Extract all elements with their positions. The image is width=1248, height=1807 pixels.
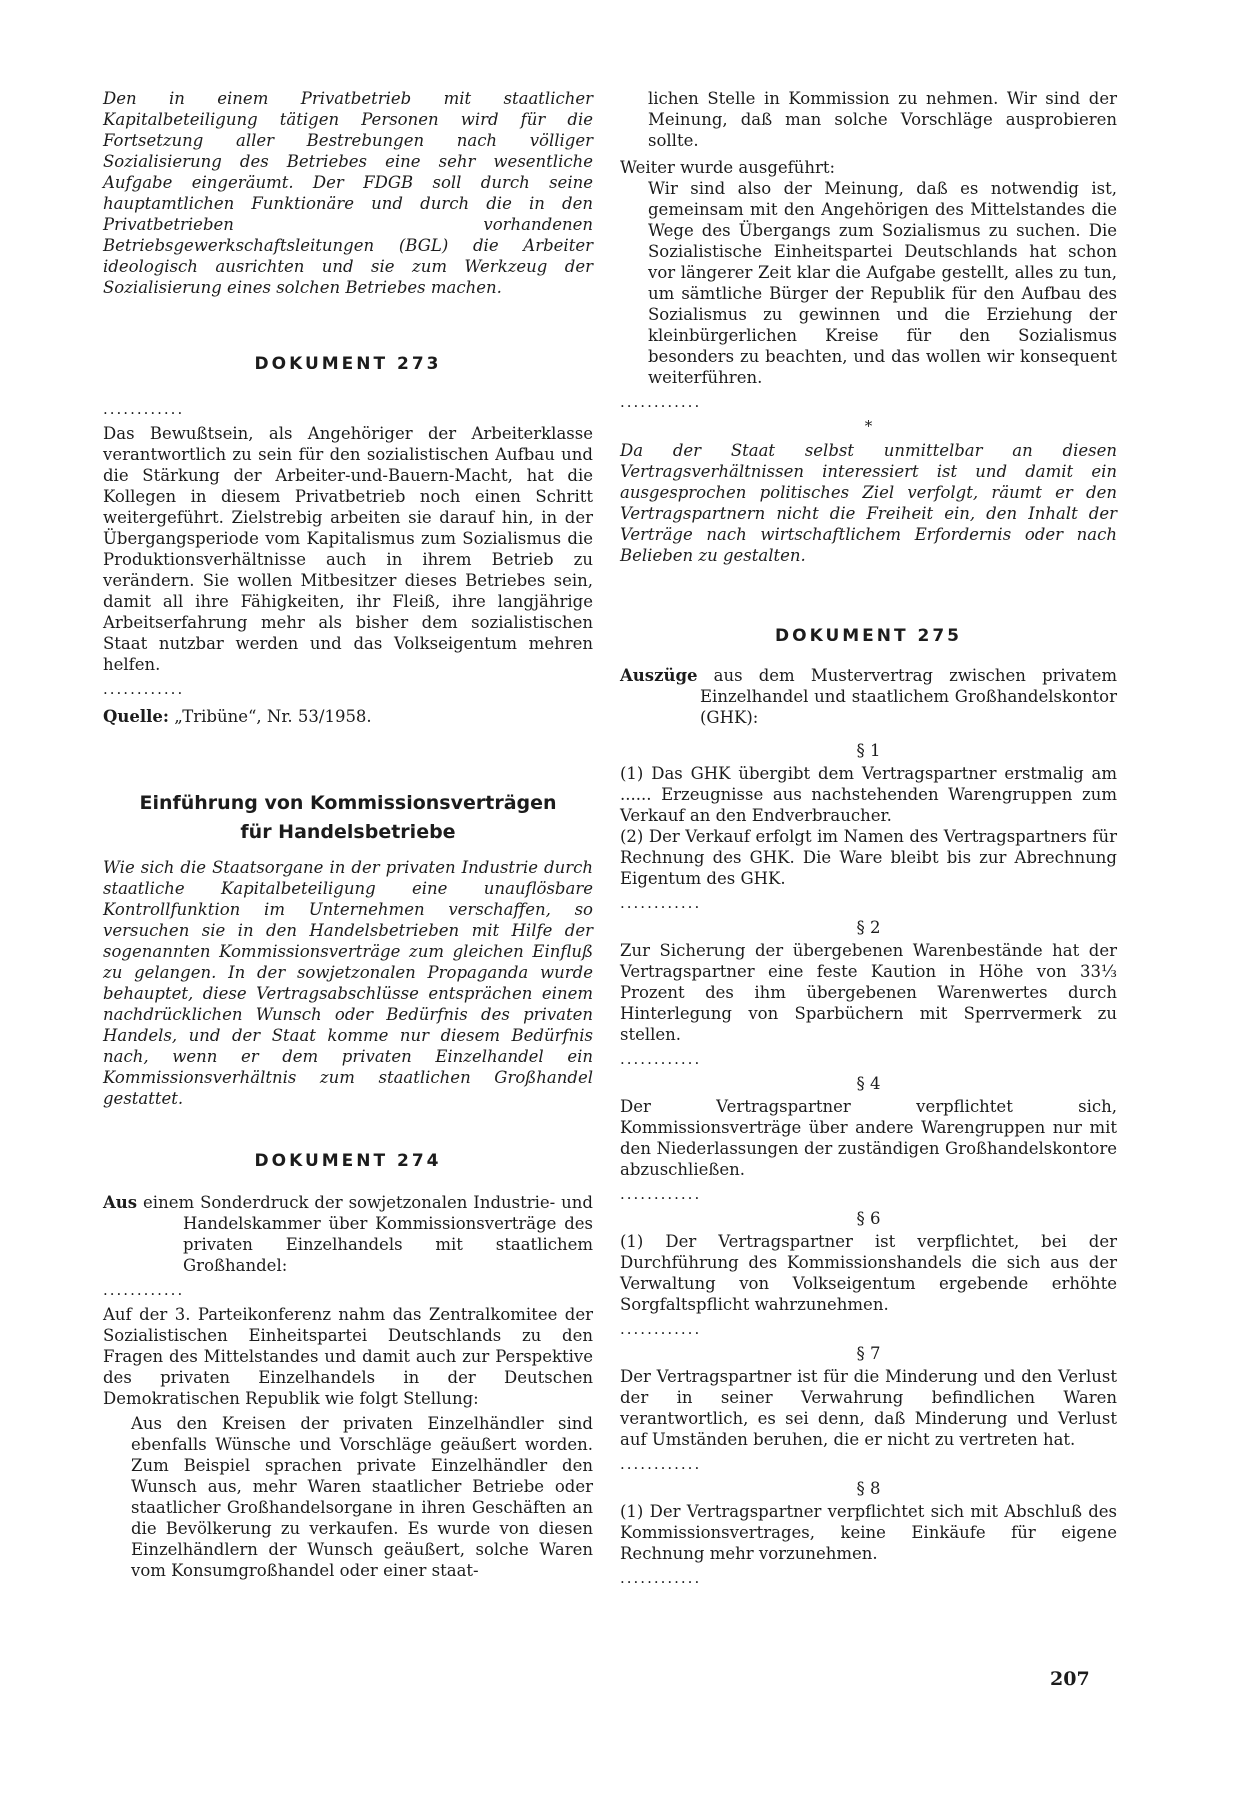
document-273-body: Das Bewußtsein, als Angehöriger der Arbeiterklasse verantwortlich zu sein für den sozialistischen Aufbau und die Stärkung der Arbeiter-und-Bauern-Macht, hat die Kollegen in diesem Privatbetrieb noch einen Schritt weitergeführt. Zielstrebig arbeiten sie darauf hin, in der Übergangsperiode vom Kapitalismus zum Sozialismus die Produktionsverhältnisse auch in ihrem Betrieb zu verändern. Sie wollen Mitbesitzer dieses Betriebes sein, damit all ihre Fähigkeiten, ihr Fleiß, ihre langjährige Arbeitserfahrung mehr als bisher dem sozialistischen Staat nutzbar werden und das Volkseigentum mehren helfen. xyxy=(103,424,593,674)
ellipsis: ............ xyxy=(620,1320,702,1338)
ellipsis: ............ xyxy=(620,1050,702,1068)
section-intro: Wie sich die Staatsorgane in der privaten Industrie durch staatliche Kapitalbeteiligung eine unauflösbare Kontrollfunktion im Unternehmen verschaffen, so versuchen sie in den Handelsbetrieben mit Hilfe der sogenannten Kommissionsverträge zum gleichen Einfluß zu gelangen. In der sowjetzonalen Propaganda wurde behauptet, diese Vertragsabschlüsse entsprächen einem nachdrücklichen Wunsch oder Bedürfnis des privaten Handels, und der Staat komme nur diesem Bedürfnis nach, wenn er dem privaten Einzelhandel ein Kommissionsverhältnis zum staatlichen Großhandel gestattet. xyxy=(103,858,593,1108)
contract-paragraph: (1) Das GHK übergibt dem Vertragspartner erstmalig am ...... Erzeugnisse aus nachstehenden Warengruppen zum Verkauf an den Endverbraucher. xyxy=(620,764,1117,825)
section-title-line-1: Einführung von Kommissionsverträgen xyxy=(139,792,557,814)
ellipsis: ............ xyxy=(103,1281,185,1299)
right-column xyxy=(620,88,1117,1592)
ellipsis: ............ xyxy=(103,400,185,418)
commentary: Da der Staat selbst unmittelbar an diesen Vertragsverhältnissen interessiert ist und damit ein ausgesprochen politisches Ziel verfolgt, räumt er den Vertragspartnern nicht die Freiheit ein, den Inhalt der Verträge nach wirtschaftlichem Erfordernis oder nach Belieben zu gestalten. xyxy=(620,441,1117,565)
ellipsis: ............ xyxy=(103,680,185,698)
left-column xyxy=(103,88,593,1581)
section-title xyxy=(103,789,593,847)
contract-paragraph: (1) Der Vertragspartner verpflichtet sich mit Abschluß des Kommissionsvertrages, keine Einkäufe für eigene Rechnung mehr vorzunehmen. xyxy=(620,1502,1117,1563)
quote-continuation: lichen Stelle in Kommission zu nehmen. Wir sind der Meinung, daß man solche Vorschläge ausprobieren sollte. xyxy=(648,89,1117,150)
source-line xyxy=(103,706,593,727)
contract-paragraph: (1) Der Vertragspartner ist verpflichtet, bei der Durchführung des Kommissionshandels die sich aus der Verwaltung von Volkseigentum ergebende erhöhte Sorgfaltspflicht wahrzunehmen. xyxy=(620,1232,1117,1314)
paragraph-number: § 1 xyxy=(856,741,881,760)
document-274-source xyxy=(103,1192,593,1276)
ellipsis: ............ xyxy=(620,1455,702,1473)
further-statement: Weiter wurde ausgeführt: xyxy=(620,158,836,177)
paragraph-number: § 7 xyxy=(856,1344,881,1363)
document-274-source-label: Aus xyxy=(103,1193,138,1212)
document-275-heading: DOKUMENT 275 xyxy=(775,626,962,646)
quote-2: Wir sind also der Meinung, daß es notwendig ist, gemeinsam mit den Angehörigen des Mittelstandes die Wege des Übergangs zum Sozialismus zu suchen. Die Sozialistische Einheitspartei Deutschlands hat schon vor längerer Zeit klar die Aufgabe gestellt, alles zu tun, um sämtliche Bürger der Republik für den Aufbau des Sozialismus zu gewinnen und die Erziehung der kleinbürgerlichen Kreise für den Sozialismus besonders zu beachten, und das wollen wir konsequent weiterführen. xyxy=(648,179,1117,387)
contract-paragraph: Zur Sicherung der übergebenen Warenbestände hat der Vertragspartner eine feste Kaution in Höhe von 33⅓ Prozent des ihm übergebenen Warenwertes durch Hinterlegung von Sparbüchern mit Sperrvermerk zu stellen. xyxy=(620,941,1117,1044)
ellipsis: ............ xyxy=(620,393,702,411)
ellipsis: ............ xyxy=(620,1569,702,1587)
contract-paragraph: Der Vertragspartner verpflichtet sich, Kommissionsverträge über andere Warengruppen nur mit den Niederlassungen der zuständigen Großhandelskontore abzuschließen. xyxy=(620,1097,1117,1179)
source-text: „Tribüne“, Nr. 53/1958. xyxy=(174,707,372,726)
intro-commentary: Den in einem Privatbetrieb mit staatlicher Kapitalbeteiligung tätigen Personen wird für die Fortsetzung aller Bestrebungen nach völliger Sozialisierung des Betriebes eine sehr wesentliche Aufgabe eingeräumt. Der FDGB soll durch seine hauptamtlichen Funktionäre und durch die in den Privatbetrieben vorhandenen Betriebsgewerkschaftsleitungen (BGL) die Arbeiter ideologisch ausrichten und sie zum Werkzeug der Sozialisierung eines solchen Betriebes machen. xyxy=(103,89,593,297)
document-274-body: Auf der 3. Parteikonferenz nahm das Zentralkomitee der Sozialistischen Einheitspartei Deutschlands zu den Fragen des Mittelstandes und damit auch zur Perspektive des privaten Einzelhandels in der Deutschen Demokratischen Republik wie folgt Stellung: xyxy=(103,1305,593,1408)
page-number: 207 xyxy=(1050,1668,1090,1690)
document-275-source xyxy=(620,665,1117,728)
ellipsis: ............ xyxy=(620,894,702,912)
section-title-line-2: für Handelsbetriebe xyxy=(240,821,456,843)
contract-paragraph: Der Vertragspartner ist für die Minderung und den Verlust der in seiner Verwahrung befindlichen Waren verantwortlich, es sei denn, daß Minderung und Verlust auf Umständen beruhen, die er nicht zu vertreten hat. xyxy=(620,1367,1117,1449)
document-274-source-text: einem Sonderdruck der sowjetzonalen Industrie- und Handelskammer über Kommissionsverträge des privaten Einzelhandels mit staatlichem Großhandel: xyxy=(143,1193,593,1275)
paragraph-number: § 6 xyxy=(856,1209,881,1228)
source-label: Quelle: xyxy=(103,707,169,726)
document-274-quote: Aus den Kreisen der privaten Einzelhändler sind ebenfalls Wünsche und Vorschläge geäußert worden. Zum Beispiel sprachen private Einzelhändler den Wunsch aus, mehr Waren staatlicher Betriebe oder staatlicher Großhandelsorgane in ihren Geschäften an die Bevölkerung zu verkaufen. Es wurde von diesen Einzelhändlern der Wunsch geäußert, solche Waren vom Konsumgroßhandel oder einer staat- xyxy=(131,1414,593,1580)
section-divider-star: * xyxy=(864,417,873,435)
document-274-heading: DOKUMENT 274 xyxy=(254,1151,442,1171)
document-275-source-text: aus dem Mustervertrag zwischen privatem Einzelhandel und staatlichem Großhandelskontor (GHK): xyxy=(700,666,1117,727)
paragraph-number: § 2 xyxy=(856,918,881,937)
ellipsis: ............ xyxy=(620,1185,702,1203)
paragraph-number: § 8 xyxy=(856,1479,881,1498)
document-275-source-label: Auszüge xyxy=(620,666,698,685)
document-273-heading: DOKUMENT 273 xyxy=(254,354,442,374)
contract-paragraph: (2) Der Verkauf erfolgt im Namen des Vertragspartners für Rechnung des GHK. Die Ware bleibt bis zur Abrechnung Eigentum des GHK. xyxy=(620,827,1117,888)
paragraph-number: § 4 xyxy=(856,1074,881,1093)
contract-sections xyxy=(620,740,1117,1587)
